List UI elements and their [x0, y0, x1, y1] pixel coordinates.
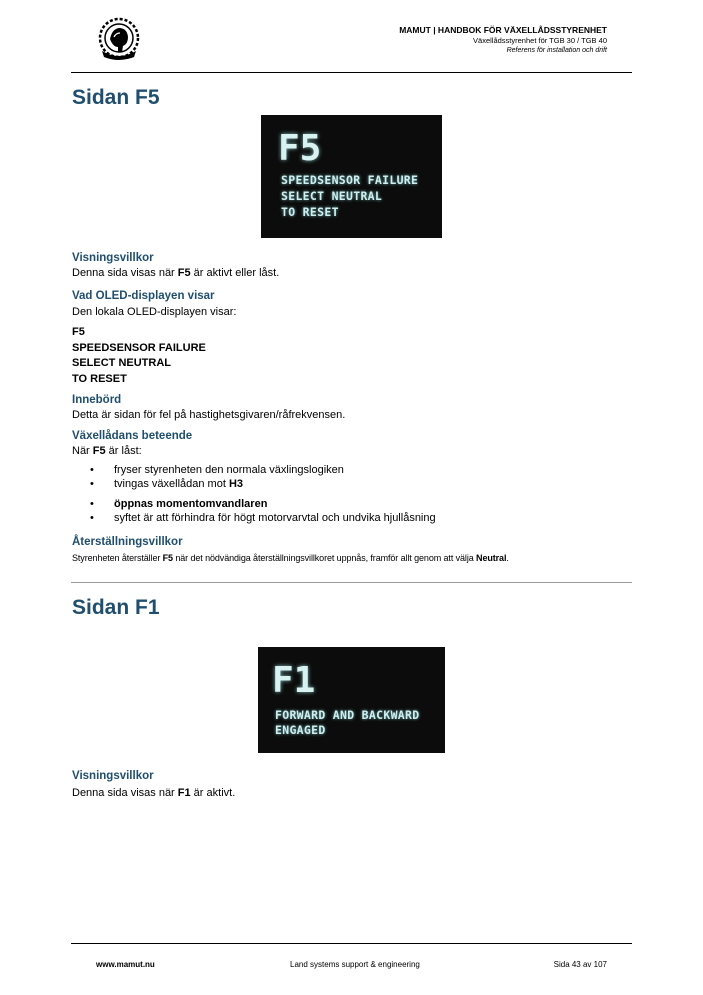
meaning-text: Detta är sidan för fel på hastighetsgivaren/råfrekvensen. — [72, 409, 346, 421]
oled-image-f5 — [261, 115, 442, 238]
behaviour-list — [90, 463, 436, 525]
conditions-text-f1: Denna sida visas när F1 är aktivt. — [72, 787, 236, 799]
footer-page-number: Sida 43 av 107 — [553, 960, 607, 969]
heading-display: Vad OLED-displayen visar — [72, 290, 215, 302]
oled-code: F5 — [278, 128, 322, 169]
display-text: Den lokala OLED-displayen visar: — [72, 306, 237, 318]
section-title-f5: Sidan F5 — [72, 86, 160, 109]
footer-tagline: Land systems support & engineering — [290, 960, 420, 969]
section-divider — [71, 582, 632, 583]
header-divider — [71, 72, 632, 73]
oled-line: SPEEDSENSOR FAILURE — [281, 173, 419, 187]
behaviour-intro: När F5 är låst: — [72, 445, 142, 457]
header-title: MAMUT | HANDBOK FÖR VÄXELLÅDSSTYRENHET — [399, 25, 607, 35]
mamut-logo — [94, 17, 144, 63]
header-subtitle: Växellådsstyrenhet för TGB 30 / TGB 40 — [473, 36, 607, 45]
footer-website: www.mamut.nu — [96, 960, 155, 969]
footer-divider — [71, 943, 632, 944]
list-item: • fryser styrenheten den normala växlingslogiken — [90, 463, 436, 477]
list-item: • öppnas momentomvandlaren — [90, 497, 436, 511]
list-item: • syftet är att förhindra för högt motorvarvtal och undvika hjullåsning — [90, 511, 436, 525]
display-lines: F5 SPEEDSENSOR FAILURE SELECT NEUTRAL TO RESET — [72, 326, 206, 385]
conditions-text: Denna sida visas när F5 är aktivt eller låst. — [72, 267, 280, 279]
reset-text: Styrenheten återställer F5 när det nödvändiga återställningsvillkoret uppnås, framför allt genom att välja Neutral. — [72, 553, 509, 563]
page-header — [399, 25, 607, 56]
heading-conditions: Visningsvillkor — [72, 252, 154, 264]
oled-image-f1 — [258, 647, 445, 753]
oled-line: TO RESET — [281, 205, 339, 219]
oled-line: ENGAGED — [275, 723, 326, 737]
list-item: • tvingas växellådan mot H3 — [90, 477, 436, 491]
heading-reset: Återställningsvillkor — [72, 536, 183, 548]
oled-line: SELECT NEUTRAL — [281, 189, 383, 203]
oled-code: F1 — [272, 660, 316, 701]
heading-meaning: Innebörd — [72, 394, 122, 406]
heading-behaviour: Växellådans beteende — [72, 430, 193, 442]
oled-line: FORWARD AND BACKWARD — [275, 708, 420, 722]
header-reference: Referens för installation och drift — [506, 47, 607, 54]
heading-conditions-f1: Visningsvillkor — [72, 770, 154, 782]
section-title-f1: Sidan F1 — [72, 596, 160, 619]
